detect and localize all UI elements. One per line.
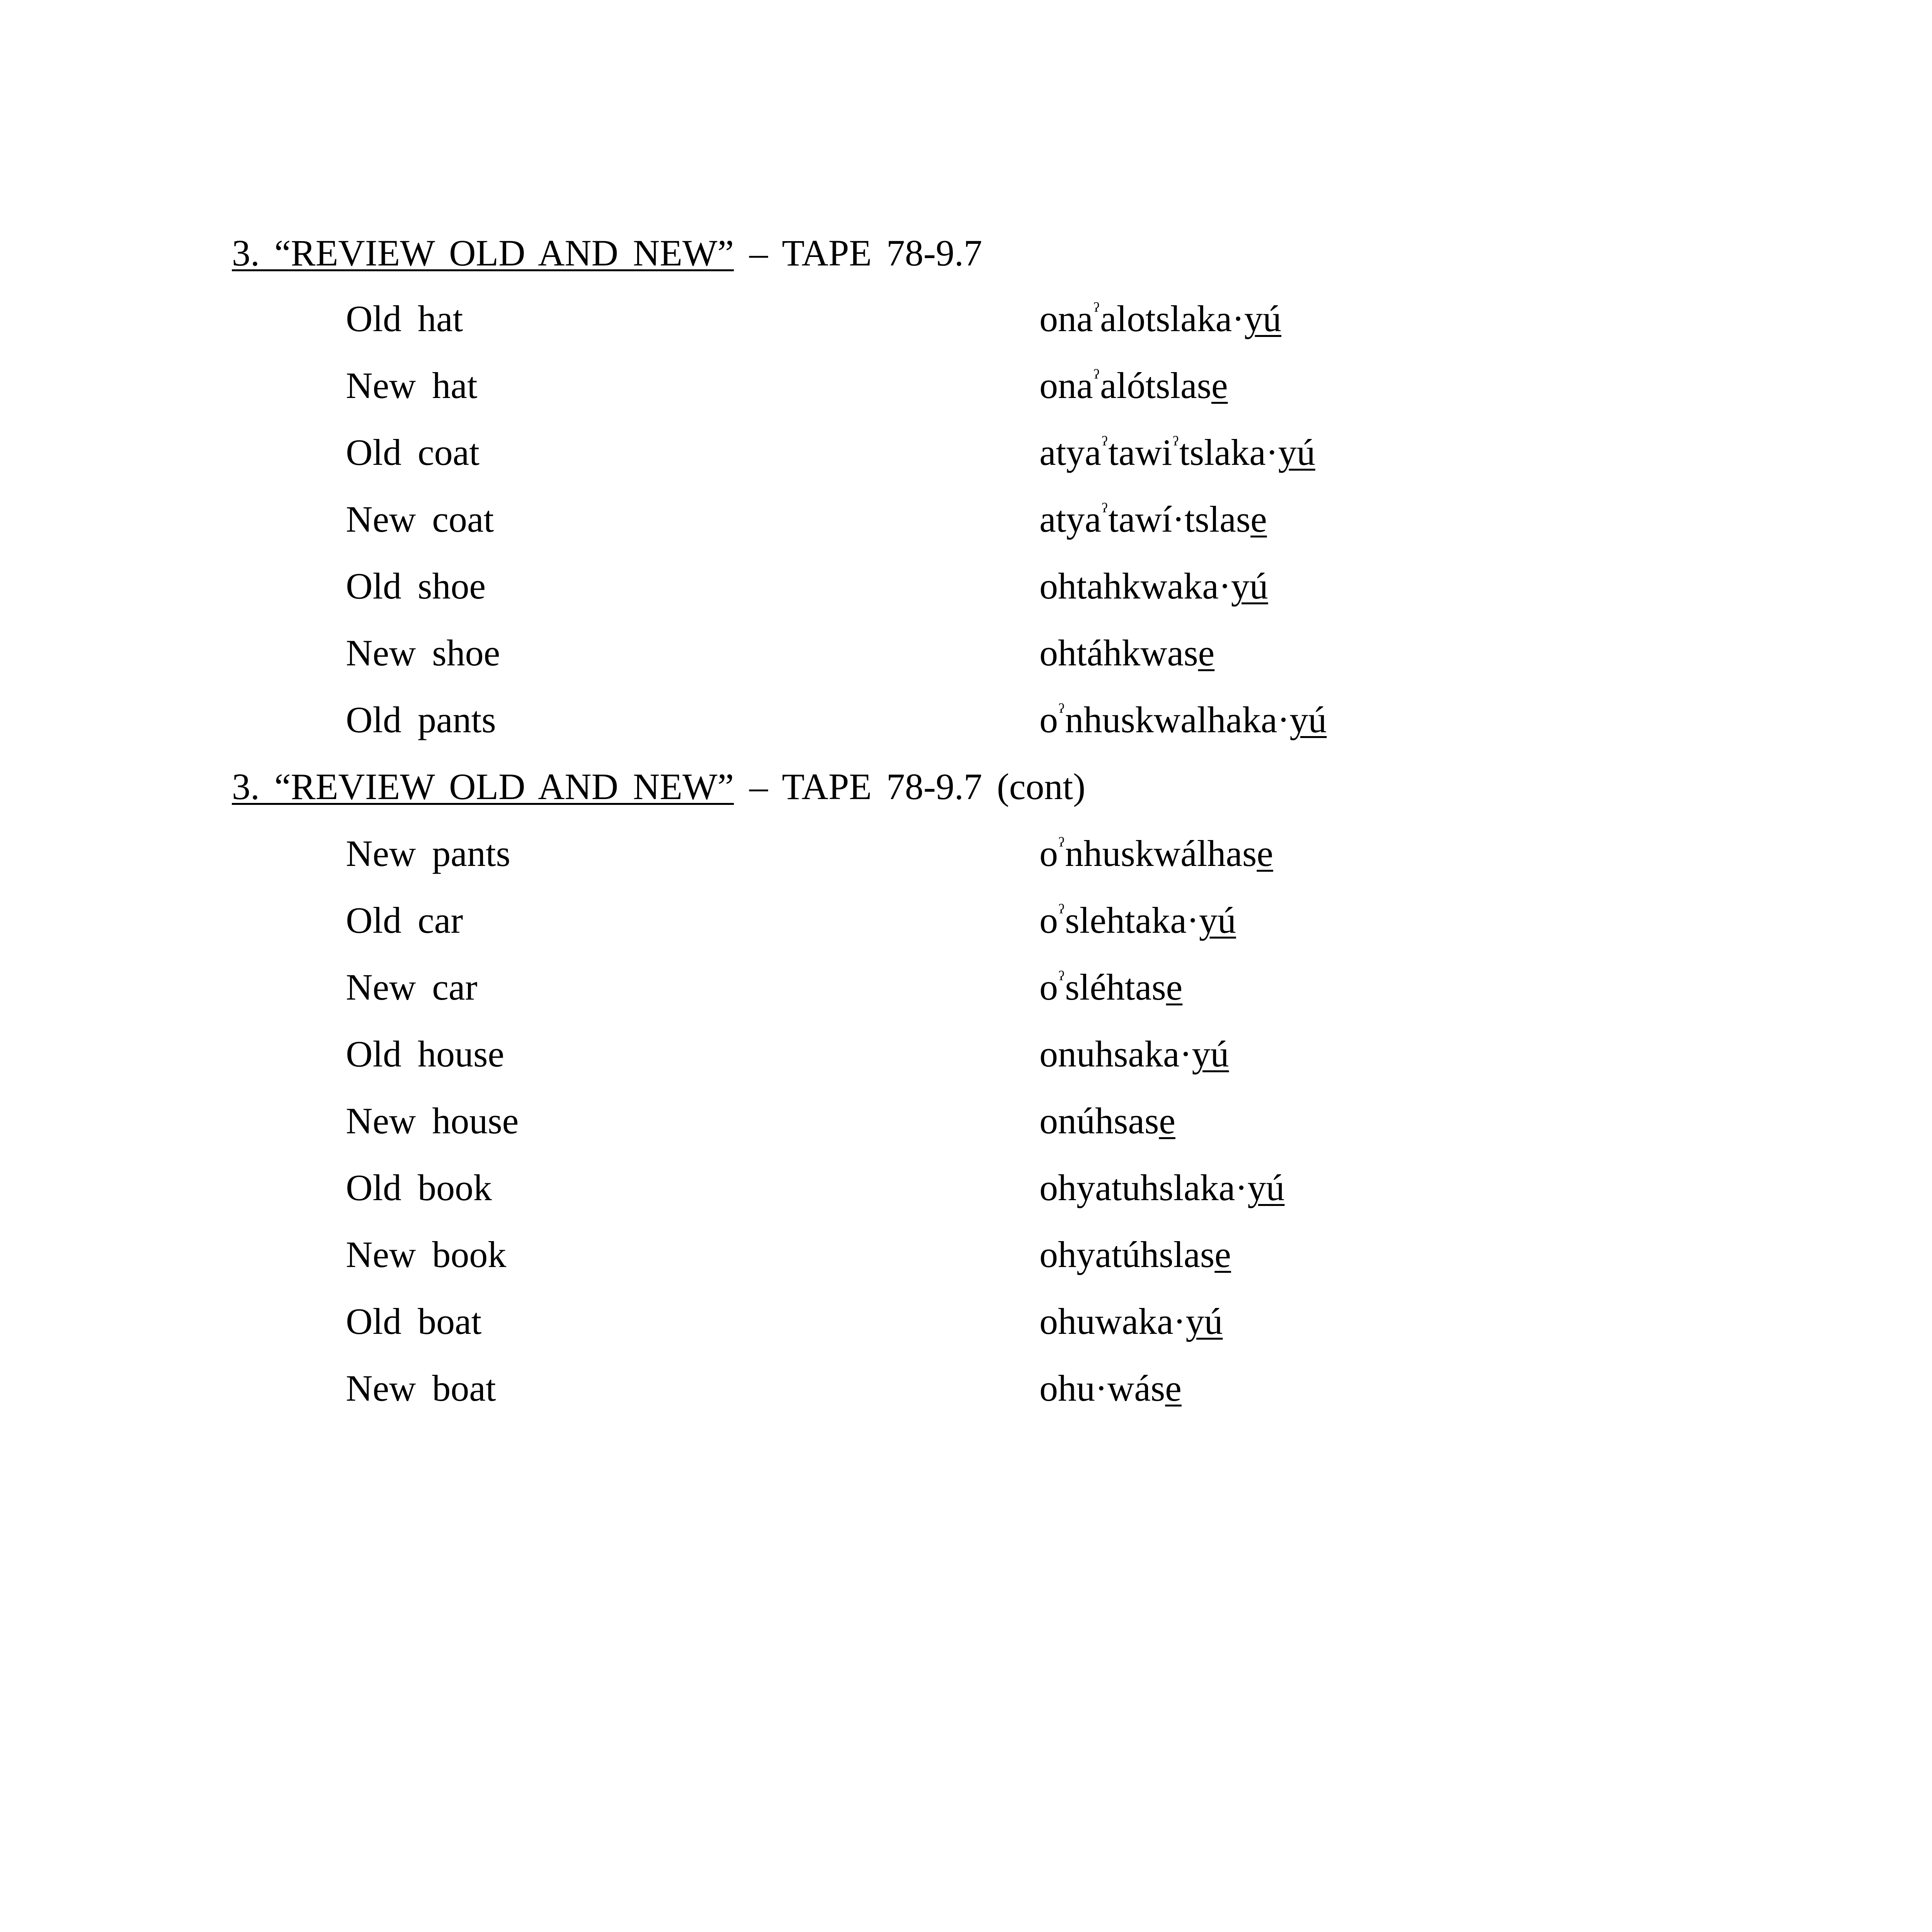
native-term-base: ona$^ˀ$alótslas [1039,365,1211,406]
native-term-base: ohyatúhslas [1039,1234,1215,1275]
vocab-row [0,1033,1932,1075]
english-term: New coat [346,498,494,540]
native-term-suffix: yú [1278,432,1315,473]
native-term [1039,1167,1285,1209]
english-term: New boat [346,1367,496,1409]
native-term-suffix: e [1165,1367,1182,1409]
english-term: Old car [346,900,463,941]
native-term-base: ohuwaka· [1039,1301,1186,1342]
english-term: New pants [346,833,510,874]
native-term [1039,899,1236,947]
native-term [1039,565,1268,607]
english-term: Old hat [346,298,463,339]
native-term [1039,632,1214,674]
english-term: Old boat [346,1301,482,1342]
english-term: Old pants [346,699,496,740]
english-term: New shoe [346,632,500,673]
native-term-suffix: e [1214,1234,1231,1275]
native-term-suffix: yú [1289,699,1327,740]
native-term-base: ona$^ˀ$alotslaka· [1039,298,1245,339]
native-term-suffix: e [1257,833,1273,874]
native-term [1039,1233,1231,1276]
section-heading [232,232,982,274]
native-term [1039,1100,1175,1142]
native-term-suffix: e [1159,1100,1175,1141]
english-term: Old coat [346,432,480,473]
english-term: New book [346,1234,507,1275]
native-term-base: onuhsaka· [1039,1033,1192,1075]
vocab-row [0,1167,1932,1209]
native-term-base: onúhsas [1039,1100,1159,1141]
vocab-row [0,966,1932,1009]
vocab-row [0,431,1932,474]
vocab-row [0,1300,1932,1343]
vocab-row [0,364,1932,407]
vocab-row [0,1233,1932,1276]
native-term-suffix: yú [1231,565,1268,607]
native-term-base: ohu·wás [1039,1367,1165,1409]
native-term-suffix: e [1250,498,1267,540]
native-term-base: $o^ˀslehtaka\cdot$ [1039,900,1199,941]
vocab-row [0,565,1932,607]
english-term: New hat [346,365,478,406]
native-term-base: atya$^ˀ$tawi$^ˀ$tslaka· [1039,432,1278,473]
native-term [1039,1300,1223,1343]
native-term-base: ohtáhkwas [1039,632,1198,673]
native-term-suffix: e [1198,632,1215,673]
vocab-row [0,1367,1932,1410]
heading-title: 3. “REVIEW OLD AND NEW” [232,232,734,274]
native-term-base: ohtahkwaka· [1039,565,1231,607]
native-term [1039,498,1267,546]
native-term [1039,431,1315,479]
native-term-base: atya$^ˀ$tawí·tslas [1039,498,1251,540]
native-term-suffix: e [1211,365,1228,406]
vocab-row [0,1100,1932,1142]
native-term-base: $o^ˀsléhtas$ [1039,966,1166,1008]
native-term-base: ohyatuhslaka· [1039,1167,1248,1208]
native-term [1039,364,1228,412]
heading-tape-label: – TAPE 78-9.7 [749,232,982,274]
vocab-row [0,632,1932,674]
native-term-suffix: yú [1192,1033,1229,1075]
native-term-suffix: yú [1199,900,1236,941]
vocab-row [0,699,1932,741]
native-term-suffix: e [1166,966,1183,1008]
native-term [1039,699,1327,746]
native-term [1039,298,1281,345]
heading-tape-label: – TAPE 78-9.7 (cont) [749,766,1086,807]
section-heading [232,765,1085,808]
vocab-row [0,498,1932,541]
native-term-suffix: yú [1244,298,1282,339]
vocab-row [0,899,1932,942]
native-term [1039,832,1273,880]
native-term [1039,1367,1182,1410]
native-term-suffix: yú [1185,1301,1223,1342]
vocab-row [0,298,1932,340]
english-term: Old shoe [346,565,486,607]
english-term: Old house [346,1033,504,1075]
native-term-base: $o^ˀnhuskwálhas$ [1039,833,1257,874]
vocab-row [0,832,1932,875]
native-term-suffix: yú [1247,1167,1285,1208]
english-term: Old book [346,1167,492,1208]
english-term: New house [346,1100,519,1141]
native-term-base: $o^ˀnhuskwalhaka\cdot$ [1039,699,1290,740]
native-term [1039,1033,1229,1075]
heading-title: 3. “REVIEW OLD AND NEW” [232,766,734,807]
native-term [1039,966,1182,1014]
english-term: New car [346,966,478,1008]
